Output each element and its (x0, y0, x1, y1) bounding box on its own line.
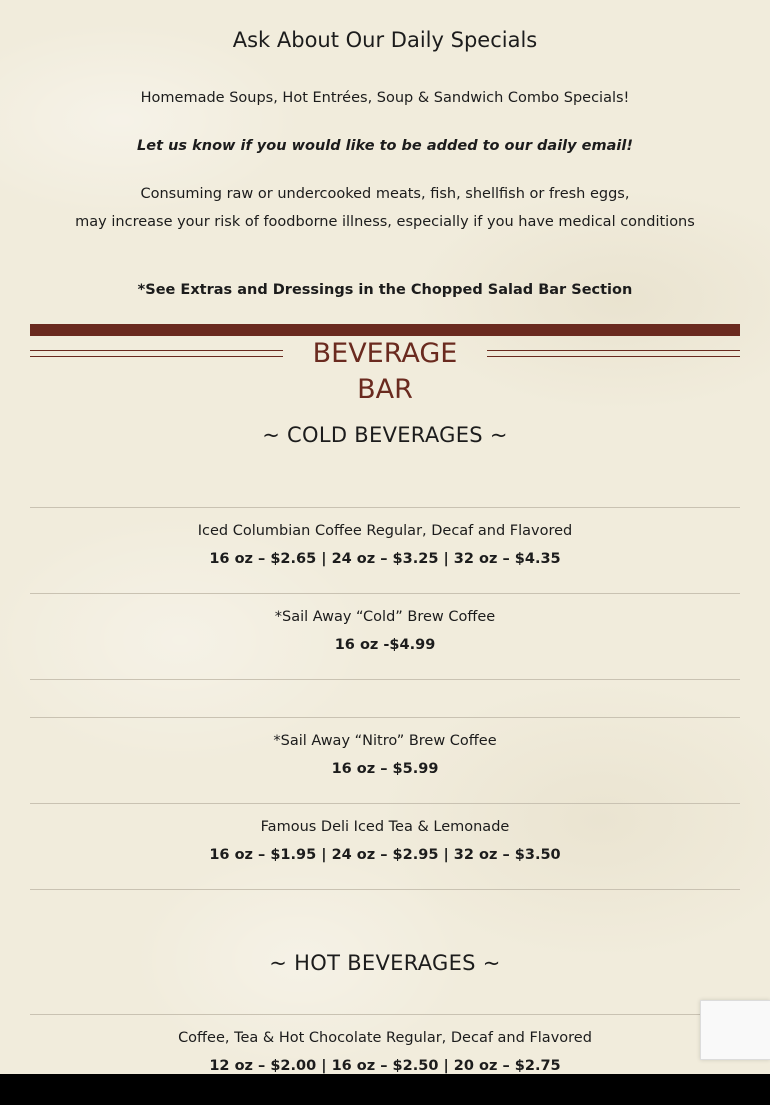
food-warning-line-1: Consuming raw or undercooked meats, fish, shellfish or fresh eggs, (140, 186, 630, 202)
item-price: 16 oz – $1.95 | 24 oz – $2.95 | 32 oz – $3.50 (209, 847, 561, 863)
daily-specials-title: Ask About Our Daily Specials (232, 28, 538, 52)
item-divider (30, 679, 740, 680)
hot-beverages-title: ~ HOT BEVERAGES ~ (269, 951, 501, 975)
bottom-bar (0, 1074, 770, 1105)
item-price: 12 oz – $2.00 | 16 oz – $2.50 | 20 oz – $2.75 (209, 1058, 561, 1074)
item-divider (30, 889, 740, 890)
double-rule-right (487, 350, 740, 357)
extras-note: *See Extras and Dressings in the Chopped Salad Bar Section (137, 282, 633, 298)
item-name: Famous Deli Iced Tea & Lemonade (260, 819, 510, 835)
cold-beverages-title: ~ COLD BEVERAGES ~ (262, 423, 508, 447)
item-name: *Sail Away “Nitro” Brew Coffee (273, 733, 497, 749)
section-divider-bar (30, 324, 740, 336)
beverage-bar-title: BEVERAGE BAR (312, 338, 458, 405)
item-divider (30, 507, 740, 508)
item-price: 16 oz – $2.65 | 24 oz – $3.25 | 32 oz – $4.35 (209, 551, 561, 567)
food-warning-line-2: may increase your risk of foodborne illness, especially if you have medical conditions (75, 214, 695, 230)
item-name: *Sail Away “Cold” Brew Coffee (274, 609, 496, 625)
item-price: 16 oz – $5.99 (331, 761, 439, 777)
item-name: Iced Columbian Coffee Regular, Decaf and Flavored (197, 523, 573, 539)
item-divider (30, 1014, 740, 1015)
item-divider (30, 593, 740, 594)
specials-subtitle: Homemade Soups, Hot Entrées, Soup & Sandwich Combo Specials! (140, 90, 630, 106)
double-rule-left (30, 350, 283, 357)
item-name: Coffee, Tea & Hot Chocolate Regular, Decaf and Flavored (178, 1030, 592, 1046)
item-divider (30, 803, 740, 804)
beverage-bar-heading (30, 336, 740, 405)
item-divider (30, 717, 740, 718)
item-price: 16 oz -$4.99 (334, 637, 436, 653)
email-signup-note: Let us know if you would like to be added to our daily email! (137, 138, 633, 154)
recaptcha-badge[interactable] (700, 1000, 770, 1060)
